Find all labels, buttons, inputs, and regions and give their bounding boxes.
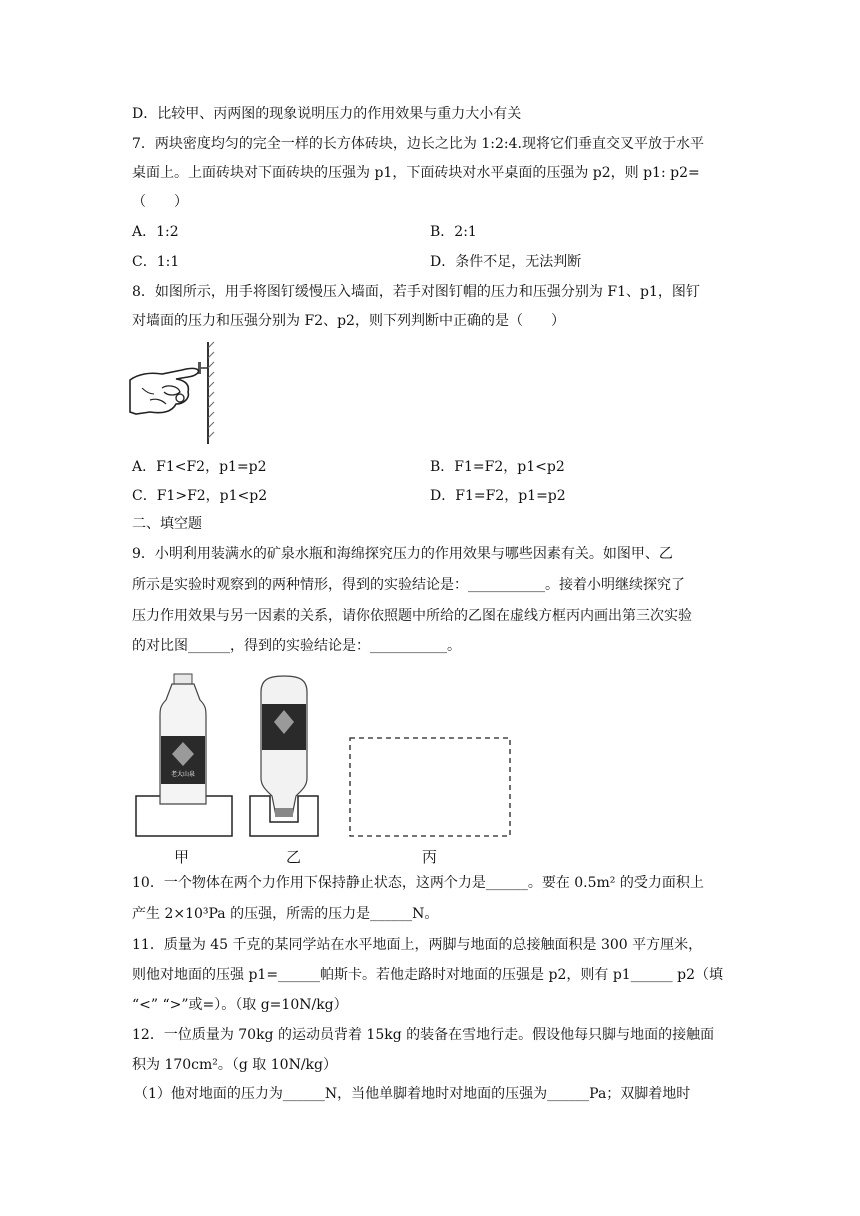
q12-stem-line2: 积为 170cm²。（g 取 10N/kg） bbox=[132, 1057, 337, 1073]
dashed-box-bing bbox=[350, 738, 510, 836]
q8-option-a: A．F1<F2，p1=p2 bbox=[132, 459, 267, 475]
q9-stem-line1: 9．小明利用装满水的矿泉水瓶和海绵探究压力的作用效果与哪些因素有关。如图甲、乙 bbox=[132, 546, 673, 562]
q7-stem-line1: 7．两块密度均匀的完全一样的长方体砖块，边长之比为 1:2:4.现将它们垂直交叉平放于水平 bbox=[132, 136, 704, 152]
q8-stem-line1: 8．如图所示，用手将图钉缓慢压入墙面，若手对图钉帽的压力和压强分别为 F1、p1，图钉 bbox=[132, 284, 700, 300]
bottle-brand-text: 老大山泉 bbox=[170, 771, 196, 778]
fig-label-bing: 丙 bbox=[422, 848, 438, 866]
q11-stem-line3: “<” “>”或=）。（取 g=10N/kg） bbox=[132, 997, 348, 1013]
q8-stem-line2: 对墙面的压力和压强分别为 F2、p2，则下列判断中正确的是（ ） bbox=[132, 313, 565, 329]
q8-option-b: B．F1=F2，p1<p2 bbox=[430, 459, 565, 475]
fig-label-jia: 甲 bbox=[174, 848, 190, 866]
q7-stem-line3: （ ） bbox=[132, 194, 188, 210]
q7-option-b: B．2:1 bbox=[430, 224, 477, 240]
q7-option-c: C．1:1 bbox=[132, 254, 180, 270]
q11-stem-line2: 则他对地面的压强 p1=______帕斯卡。若他走路时对地面的压强是 p2，则有 p1______ p2（填 bbox=[132, 967, 724, 983]
q9-stem-line2: 所示是实验时观察到的两种情形，得到的实验结论是：___________。接着小明继续探究了 bbox=[132, 577, 685, 593]
q7-option-a: A．1:2 bbox=[132, 224, 179, 240]
bottle-sponge-experiment-figure bbox=[134, 670, 524, 840]
q8-option-d: D．F1=F2，p1=p2 bbox=[430, 488, 566, 504]
q10-stem-line2: 产生 2×10³Pa 的压强，所需的压力是______N。 bbox=[132, 906, 439, 922]
q7-stem-line2: 桌面上。上面砖块对下面砖块的压强为 p1，下面砖块对水平桌面的压强为 p2，则 p1: p2= bbox=[132, 165, 700, 181]
q7-option-d: D．条件不足，无法判断 bbox=[430, 254, 582, 270]
hand-pushing-thumbtack-figure bbox=[128, 340, 228, 448]
q10-stem-line1: 10．一个物体在两个力作用下保持静止状态，这两个力是______。要在 0.5m² 的受力面积上 bbox=[132, 875, 704, 891]
fig-label-yi: 乙 bbox=[286, 848, 302, 866]
bottle-upright bbox=[160, 674, 206, 804]
q12-subquestion-1: （1）他对地面的压力为______N，当他单脚着地时对地面的压强为______Pa；双脚着地时 bbox=[134, 1086, 691, 1102]
q9-stem-line3: 压力作用效果与另一因素的关系，请你依照题中所给的乙图在虚线方框丙内画出第三次实验 bbox=[132, 608, 692, 624]
q8-option-c: C．F1>F2，p1<p2 bbox=[132, 488, 268, 504]
q11-stem-line1: 11．质量为 45 千克的某同学站在水平地面上，两脚与地面的总接触面积是 300 平方厘米， bbox=[132, 937, 703, 953]
q12-stem-line1: 12．一位质量为 70kg 的运动员背着 15kg 的装备在雪地行走。假设他每只脚与地面的接触面 bbox=[132, 1027, 715, 1043]
q6-option-d: D．比较甲、丙两图的现象说明压力的作用效果与重力大小有关 bbox=[132, 106, 522, 122]
q9-stem-line4: 的对比图______，得到的实验结论是：___________。 bbox=[132, 638, 461, 654]
section-title: 二、填空题 bbox=[132, 516, 202, 532]
